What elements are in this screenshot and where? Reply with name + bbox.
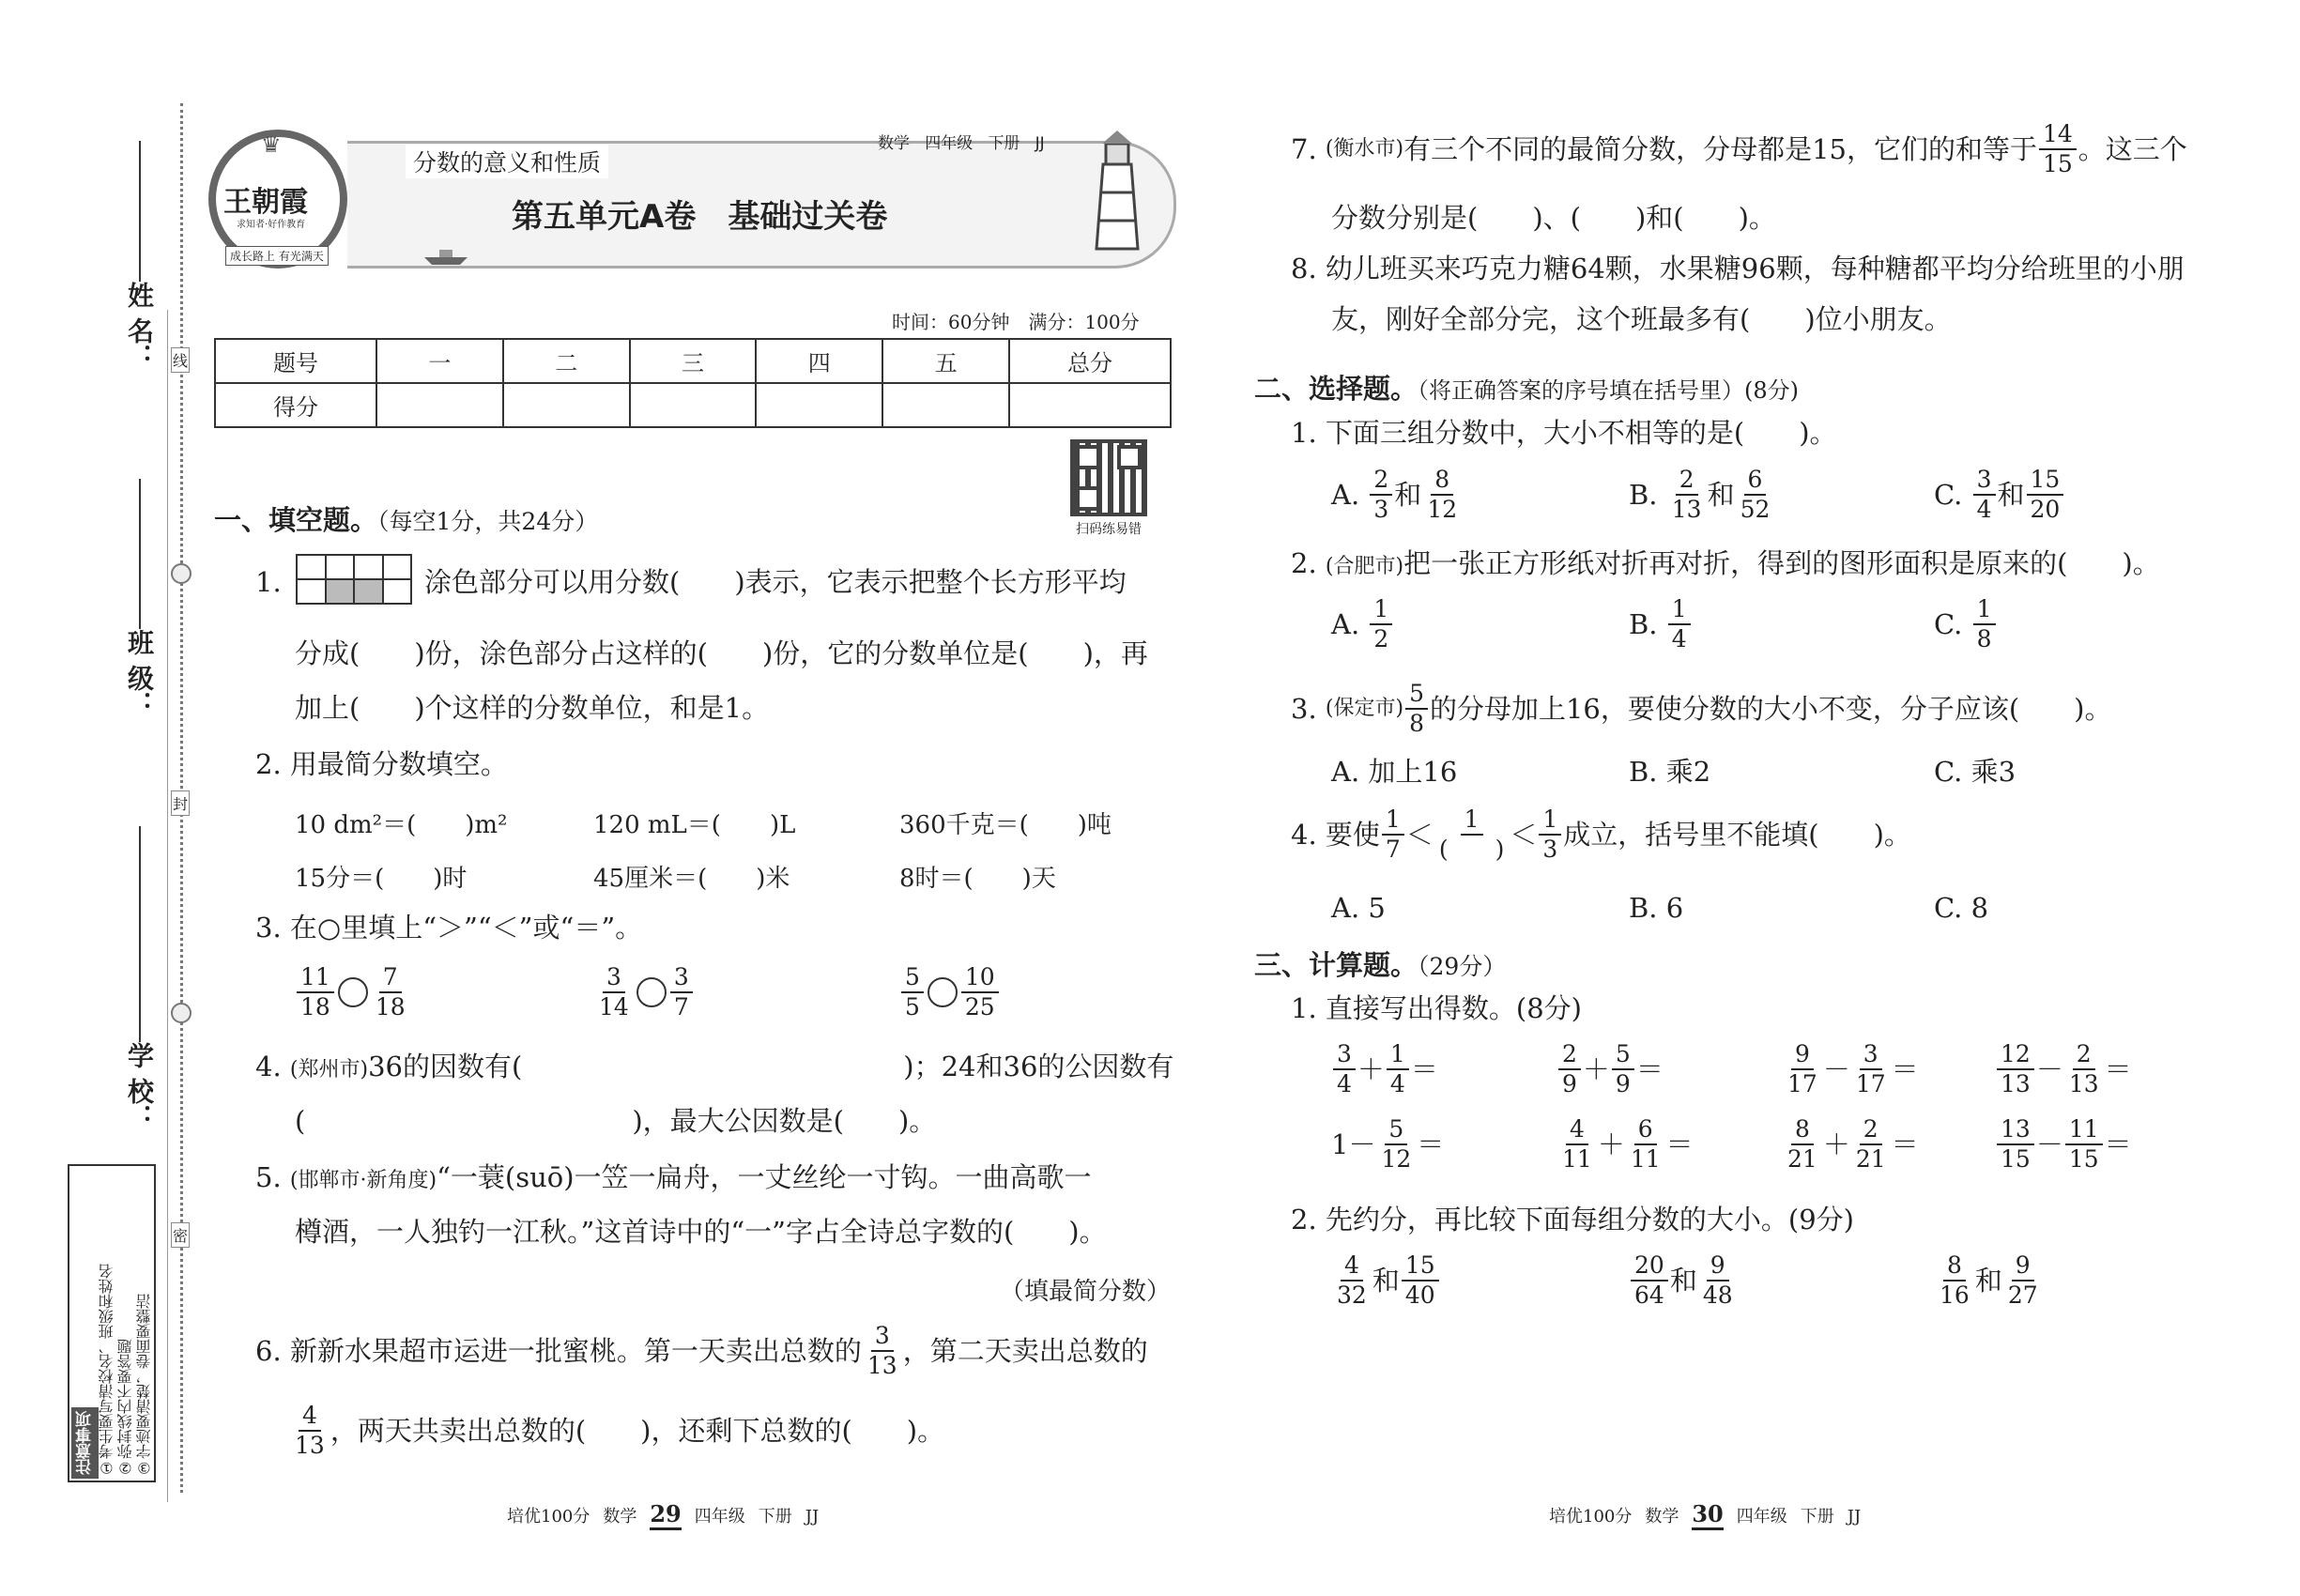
q7-region-tag: (衡水市) (1325, 137, 1404, 161)
lighthouse-icon (1080, 127, 1155, 258)
school-blank (139, 826, 141, 1042)
notice-item-2: ②弥封线内不要答题 (116, 1339, 134, 1477)
footer-right: 培优100分 数学 30 四年级 下册 JJ (1549, 1500, 1861, 1530)
page-title: 第五单元A卷 基础过关卷 (512, 198, 888, 236)
calc-item-6: $\frac{4}{11}$ ＋ $\frac{6}{11}$ ＝ (1562, 1115, 1694, 1174)
c4-option-b: B. 6 (1629, 892, 1684, 924)
tag-ed: JJ (1035, 134, 1045, 153)
q2-text: 2. 用最简分数填空。 (255, 748, 508, 780)
c2-option-b: B. $\frac{1}{4}$ (1629, 597, 1693, 652)
tag-grade: 四年级 (925, 134, 974, 153)
score-cell[interactable] (882, 383, 1009, 427)
score-head-1: 一 (376, 339, 503, 383)
q4-line-2: ( )，最大公因数是( )。 (295, 1105, 937, 1137)
c3-text: 3. (保定市) $\frac{5}{8}$ 的分母加上16，要使分数的大小不变，分子应该( )。 (1291, 680, 2112, 738)
c2-option-c: C. $\frac{1}{8}$ (1934, 597, 1998, 652)
calc-item-5: 1－ $\frac{5}{12}$ ＝ (1331, 1115, 1445, 1174)
k2-pair-2: $\frac{20}{64}$ 和 $\frac{9}{48}$ (1629, 1253, 1739, 1309)
notice-title: 注意事项 (71, 1407, 99, 1479)
q1-line-1: 涂色部分可以用分数( )表示，它表示把整个长方形平均 (424, 566, 1127, 598)
score-table (214, 338, 1172, 428)
c4-option-a: A. 5 (1331, 892, 1386, 924)
class-label: 班 级： (124, 629, 155, 717)
subject-tags (878, 130, 1045, 153)
unit-topic: 分数的意义和性质 (406, 145, 608, 178)
cut-mark-seal: 封 (171, 790, 190, 816)
section-1-heading (214, 499, 598, 538)
q1-num: 1. (255, 566, 282, 598)
qr-code[interactable] (1070, 439, 1147, 516)
q2-item-1: 10 dm²＝( )m² (295, 811, 508, 839)
section-1-title: 一、填空题。 (214, 504, 378, 536)
score-cell[interactable] (1009, 383, 1171, 427)
q5-note: （填最简分数） (1000, 1278, 1172, 1306)
score-row-label: 得分 (215, 383, 376, 427)
score-cell[interactable] (503, 383, 630, 427)
score-cell[interactable] (756, 383, 882, 427)
cut-mark-line: 线 (171, 347, 190, 373)
score-head-5: 五 (882, 339, 1009, 383)
c1-text: 1. 下面三组分数中，大小不相等的是( )。 (1291, 417, 1837, 449)
q6-line-2: $\frac{4}{13}$ ，两天共卖出总数的( )，还剩下总数的( )。 (295, 1402, 945, 1460)
calc-item-8: $\frac{13}{15}$ － $\frac{11}{15}$ ＝ (1995, 1117, 2132, 1173)
logo-text: 王朝霞 (223, 186, 308, 219)
notice-box (68, 1164, 156, 1482)
section-3-note: （29分） (1418, 953, 1507, 980)
score-head-label: 题号 (215, 339, 376, 383)
time-info: 时间：60分钟 满分：100分 (892, 311, 1140, 333)
qr-caption: 扫码练易错 (1076, 522, 1142, 537)
q5-region-tag: (邯郸市·新角度) (289, 1169, 437, 1192)
c4-option-c: C. 8 (1934, 892, 1989, 924)
q3-compare-1: $\frac{11}{18}$ $\frac{7}{18}$ (295, 965, 411, 1021)
calc-item-3: $\frac{9}{17}$ － $\frac{3}{17}$ ＝ (1787, 1040, 1919, 1098)
c1-option-c: C. $\frac{3}{4}$ 和 $\frac{15}{20}$ (1934, 468, 2065, 523)
k1-text: 1. 直接写出得数。(8分) (1291, 992, 1582, 1024)
section-2-note: （将正确答案的序号填在括号里）(8分) (1418, 377, 1800, 404)
name-label: 姓 名： (124, 282, 155, 370)
q3-compare-2: $\frac{3}{14}$ $\frac{3}{7}$ (593, 965, 695, 1021)
c4-text: 4. 要使 $\frac{1}{7}$ ＜ $\frac{1}{( )}$ ＜ $\frac{1}{3}$ 成立，括号里不能填( )。 (1291, 806, 1911, 864)
score-head-4: 四 (756, 339, 882, 383)
q2-item-5: 45厘米＝( )米 (593, 865, 790, 893)
q4-line-1: 4. (郑州市)36的因数有( )；24和36的公因数有 (255, 1051, 1174, 1082)
section-3-title: 三、计算题。 (1254, 949, 1418, 981)
q2-item-6: 8时＝( )天 (899, 865, 1056, 893)
compare-circle[interactable] (636, 977, 667, 1007)
q2-item-2: 120 mL＝( )L (593, 811, 796, 839)
q7-line-1: 7. (衡水市) 有三个不同的最简分数，分母都是15，它们的和等于 $\frac{14}{15}$ 。这三个 (1291, 120, 2187, 178)
c3-option-c: C. 乘3 (1934, 756, 2016, 788)
q7-line-2: 分数分别是( )、( )和( )。 (1331, 202, 1776, 234)
c2-text: 2. (合肥市)把一张正方形纸对折再对折，得到的图形面积是原来的( )。 (1291, 547, 2160, 579)
calc-item-7: $\frac{8}{21}$ ＋ $\frac{2}{21}$ ＝ (1787, 1115, 1919, 1174)
q2-item-4: 15分＝( )时 (295, 865, 468, 893)
section-1-note: （每空1分，共24分） (377, 508, 599, 535)
calc-item-1: $\frac{3}{4}$ ＋ $\frac{1}{4}$ ＝ (1331, 1042, 1438, 1097)
compare-circle[interactable] (338, 977, 368, 1007)
q6-line-1: 6. 新新水果超市运进一批蜜桃。第一天卖出总数的 $\frac{3}{13}$ ，第二天卖出总数的 (255, 1322, 1148, 1380)
binding-solid-line (167, 310, 168, 1502)
score-head-3: 三 (630, 339, 757, 383)
q5-line-2: 樽酒，一人独钓一江秋。”这首诗中的“一”字占全诗总字数的( )。 (295, 1216, 1107, 1248)
staple-icon (171, 1003, 192, 1023)
calc-item-2: $\frac{2}{9}$ ＋ $\frac{5}{9}$ ＝ (1556, 1042, 1664, 1097)
q8-line-1: 8. 幼儿班买来巧克力糖64颗，水果糖96颗，每种糖都平均分给班里的小朋 (1291, 253, 2185, 284)
c3-option-a: A. 加上16 (1331, 756, 1458, 788)
q4-region-tag: (郑州市) (289, 1058, 369, 1082)
q8-line-2: 友，刚好全部分完，这个班最多有( )位小朋友。 (1331, 303, 1952, 335)
q5-line-1: 5. (邯郸市·新角度)“一蓑(suō)一笠一扁舟，一丈丝纶一寸钩。一曲高歌一 (255, 1161, 1092, 1193)
school-label: 学 校： (124, 1042, 155, 1130)
section-3-heading (1254, 944, 1506, 983)
c3-region-tag: (保定市) (1325, 697, 1404, 721)
k2-pair-1: $\frac{4}{32}$ 和 $\frac{15}{40}$ (1331, 1253, 1441, 1309)
tag-term: 下册 (988, 134, 1020, 153)
notice-item-1: ①考生要写清校名、班级和姓名 (98, 1264, 115, 1477)
score-cell[interactable] (630, 383, 757, 427)
q3-text: 3. 在○里填上“＞”“＜”或“＝”。 (255, 912, 643, 944)
page-number: 29 (650, 1500, 681, 1530)
c1-option-b: B. $\frac{2}{13}$ 和 $\frac{6}{52}$ (1629, 466, 1771, 524)
section-2-heading (1254, 368, 1799, 407)
boat-icon (422, 246, 469, 267)
q1-line-2: 分成( )份，涂色部分占这样的( )份，它的分数单位是( )，再 (295, 637, 1148, 669)
score-head-2: 二 (503, 339, 630, 383)
name-blank (139, 141, 141, 282)
staple-icon (171, 563, 192, 584)
q1-rectangle-figure (296, 554, 412, 605)
q3-compare-3: $\frac{5}{5}$ $\frac{10}{25}$ (899, 965, 1001, 1021)
c3-option-b: B. 乘2 (1629, 756, 1711, 788)
calc-item-4: $\frac{12}{13}$ － $\frac{2}{13}$ ＝ (1995, 1042, 2132, 1097)
score-cell[interactable] (376, 383, 503, 427)
notice-item-3: ③字迹要清楚，卷面要整洁 (135, 1294, 153, 1477)
crown-icon: ♛ (261, 131, 282, 158)
q2-item-3: 360千克＝( )吨 (899, 811, 1112, 839)
c1-option-a: A. $\frac{2}{3}$ 和 $\frac{8}{12}$ (1331, 466, 1458, 524)
logo-subtext: 求知者·好作教育 (237, 220, 306, 230)
footer-left: 培优100分 数学 29 四年级 下册 JJ (507, 1500, 819, 1530)
tag-subject: 数学 (878, 134, 910, 153)
score-head-total: 总分 (1009, 339, 1171, 383)
compare-circle[interactable] (928, 977, 958, 1007)
k2-pair-3: $\frac{8}{16}$ 和 $\frac{9}{27}$ (1940, 1251, 2038, 1310)
class-blank (139, 479, 141, 629)
cut-mark-secret: 密 (171, 1222, 190, 1248)
page-number: 30 (1692, 1500, 1723, 1530)
c2-option-a: A. $\frac{1}{2}$ (1331, 597, 1394, 652)
section-2-title: 二、选择题。 (1254, 373, 1418, 405)
logo-slogan: 成长路上 有光满天 (225, 246, 329, 266)
c2-region-tag: (合肥市) (1325, 555, 1404, 578)
k2-text: 2. 先约分，再比较下面每组分数的大小。(9分) (1291, 1204, 1854, 1235)
q1-line-3: 加上( )个这样的分数单位，和是1。 (295, 692, 770, 724)
